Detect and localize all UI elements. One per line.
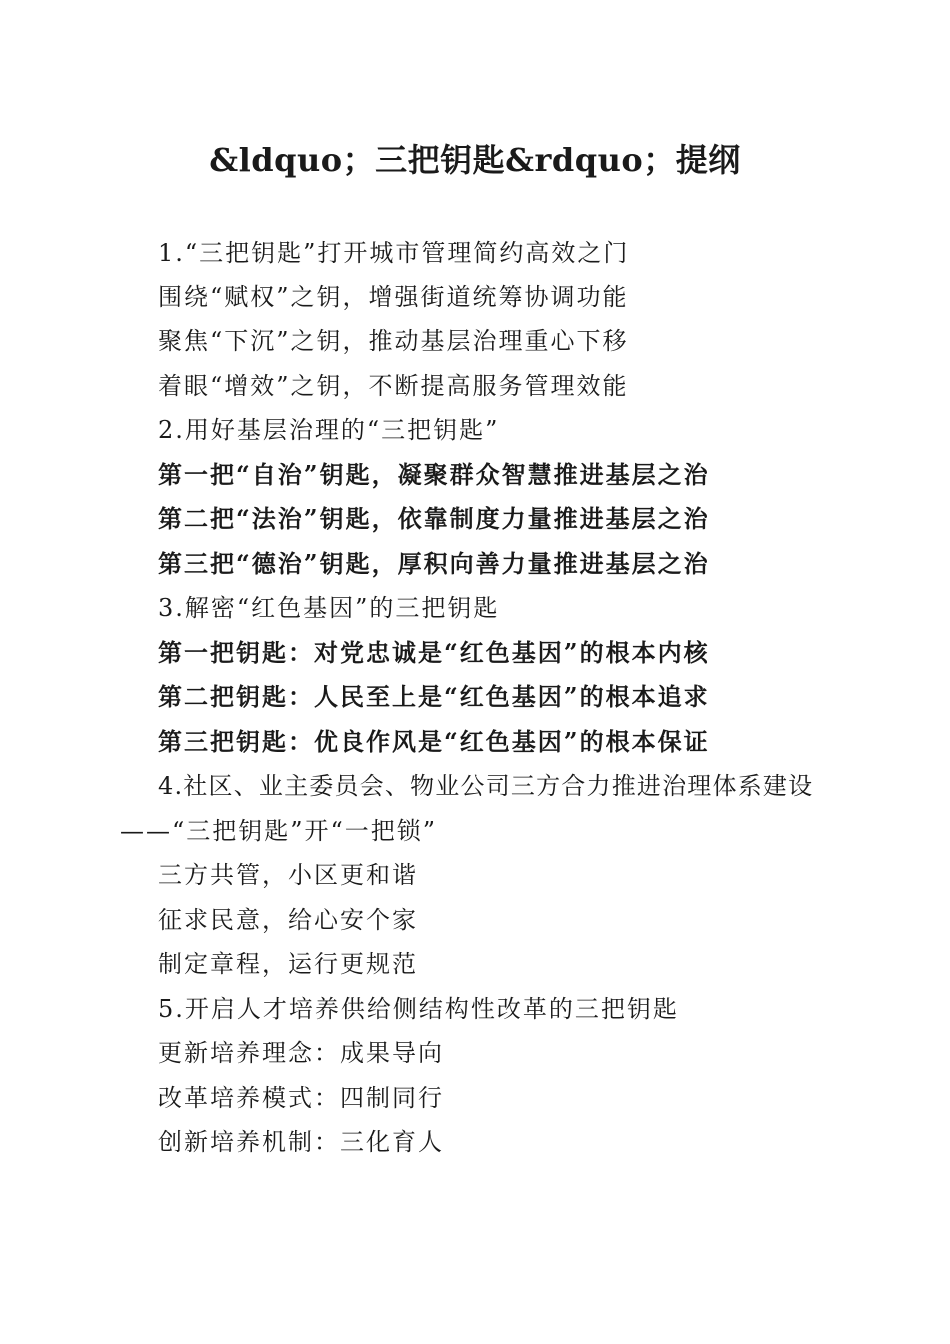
outline-item: 围绕“赋权”之钥，增强街道统筹协调功能 bbox=[158, 283, 629, 311]
outline-item: 第一把钥匙：对党忠诚是“红色基因”的根本内核 bbox=[158, 638, 710, 667]
outline-item: 三方共管，小区更和谐 bbox=[158, 861, 418, 889]
outline-item: 第三把钥匙：优良作风是“红色基因”的根本保证 bbox=[158, 727, 710, 756]
outline-heading-4: 4.社区、业主委员会、物业公司三方合力推进治理体系建设 bbox=[158, 772, 814, 800]
outline-heading-5: 5.开启人才培养供给侧结构性改革的三把钥匙 bbox=[158, 995, 679, 1023]
outline-heading-2: 2.用好基层治理的“三把钥匙” bbox=[158, 416, 500, 444]
outline-item: 创新培养机制：三化育人 bbox=[158, 1128, 444, 1156]
outline-item: 更新培养理念：成果导向 bbox=[158, 1039, 444, 1067]
document-title: &ldquo；三把钥匙&rdquo；提纲 bbox=[209, 141, 741, 179]
outline-heading-3: 3.解密“红色基因”的三把钥匙 bbox=[158, 594, 500, 622]
outline-heading-1: 1.“三把钥匙”打开城市管理简约高效之门 bbox=[158, 239, 630, 267]
outline-item: 制定章程，运行更规范 bbox=[158, 950, 418, 978]
outline-item: 第三把“德治”钥匙，厚积向善力量推进基层之治 bbox=[158, 549, 710, 578]
outline-item: 聚焦“下沉”之钥，推动基层治理重心下移 bbox=[158, 327, 629, 355]
outline-item: 征求民意，给心安个家 bbox=[158, 906, 418, 934]
outline-item: 第二把“法治”钥匙，依靠制度力量推进基层之治 bbox=[158, 504, 710, 533]
outline-item: 第二把钥匙：人民至上是“红色基因”的根本追求 bbox=[158, 682, 710, 711]
outline-item: 着眼“增效”之钥，不断提高服务管理效能 bbox=[158, 372, 629, 400]
outline-item: 改革培养模式：四制同行 bbox=[158, 1084, 444, 1112]
outline-heading-4-continuation: ——“三把钥匙”开“一把锁” bbox=[120, 817, 438, 845]
outline-item: 第一把“自治”钥匙，凝聚群众智慧推进基层之治 bbox=[158, 460, 710, 489]
